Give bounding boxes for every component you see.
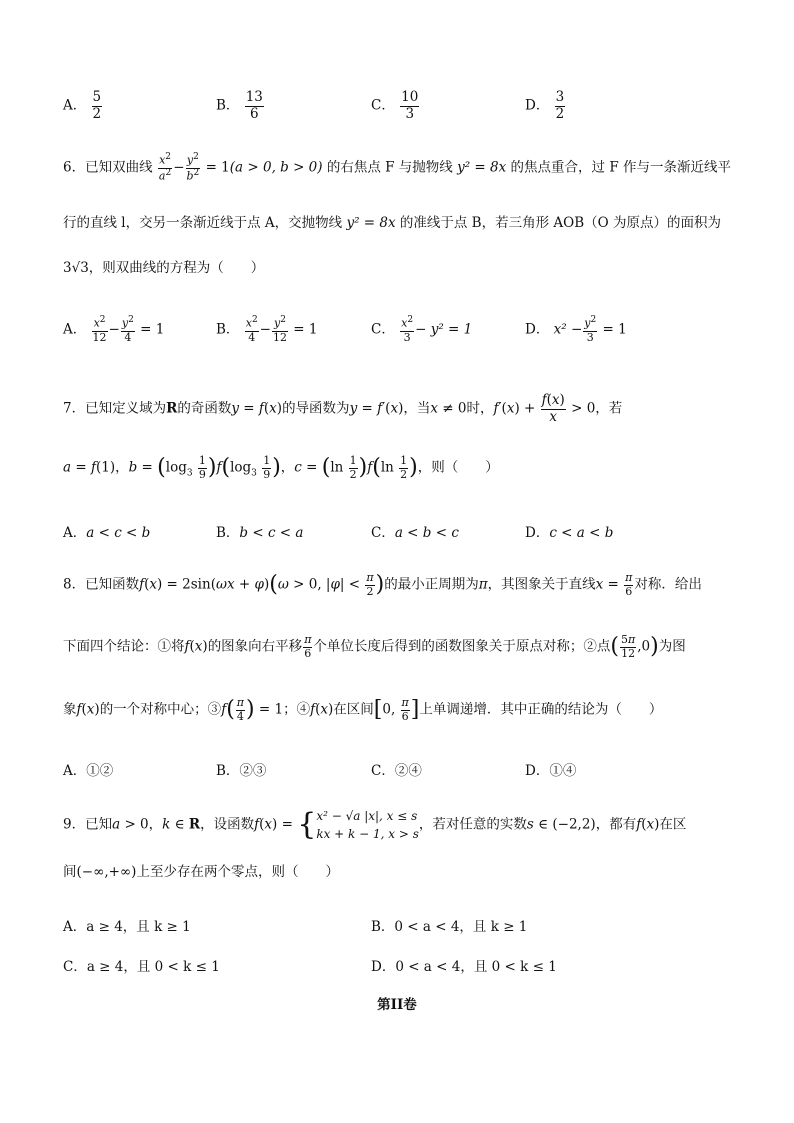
q7-line-1: 7．已知定义域为R的奇函数y = f(x)的导函数为y = f′(x)，当x ≠ 0时，f′(x) + $\frac{f(x)}{x}$ > 0，若 [63, 392, 623, 425]
q7-option-d: D．c < a < b [525, 525, 614, 541]
q8-line-2: 下面四个结论：①将f(x)的图象向右平移 $\frac{\pi}{6}$ 个单位长度后得到的函数图象关于原点对称；②点( $\frac{5\pi}{12}$ ,0)为图 [63, 633, 686, 661]
fraction: $\frac{5}{2}$ [92, 89, 102, 122]
piecewise-cases: x² − √a |x|, x ≤ s kx + k − 1, x > s [316, 809, 419, 841]
section-title: 第II卷 [377, 997, 417, 1013]
q5-option-c: C． $\frac{10}{3}$ [371, 89, 419, 122]
fraction: $\frac{y^2}{b^2}$ [186, 152, 200, 183]
q9-option-a: A．a ≥ 4，且 k ≥ 1 [63, 919, 191, 935]
q9-line-2: 间(−∞,+∞)上至少存在两个零点，则（ ） [63, 864, 339, 880]
fraction: $\frac{x^2}{a^2}$ [158, 152, 172, 183]
q6-line-2: 行的直线 l，交另一条渐近线于点 A，交抛物线 y² = 8x 的准线于点 B，若三角形 AOB（O 为原点）的面积为 [63, 215, 721, 231]
q9-option-b: B．0 < a < 4，且 k ≥ 1 [371, 919, 528, 935]
fraction: $\frac{3}{2}$ [555, 89, 565, 122]
q7-option-c: C．a < b < c [371, 525, 459, 541]
fraction: $\frac{10}{3}$ [401, 89, 419, 122]
q7-option-a: A．a < c < b [63, 525, 151, 541]
q7-line-2: a = f(1)，$b = (\log_3$ $\frac{1}{9}$ )$f(\log_3$ $\frac{1}{9}$ )，c = (ln $\frac{1}{2}$ )f(ln $\frac{1}{2}$ )，则（ ） [63, 454, 499, 482]
fraction: $\frac{13}{6}$ [245, 89, 263, 122]
q8-line-3: 象f(x)的一个对称中心；③f( $\frac{\pi}{4}$ ) = 1；④f(x)在区间[0, $\frac{\pi}{6}$ ]上单调递增．其中正确的结论为（ ） [63, 696, 663, 724]
q5-option-d: D． $\frac{3}{2}$ [525, 89, 565, 122]
q8-option-a: A．①② [63, 763, 114, 779]
q8-option-b: B．②③ [216, 763, 267, 779]
q5-option-b: B． $\frac{13}{6}$ [216, 89, 263, 122]
q8-line-1: 8．已知函数f(x) = 2sin(ωx + φ)(ω > 0, |φ| < $\frac{\pi}{2}$ )的最小正周期为π，其图象关于直线x = $\frac{\pi}{6}$ 对称．给出 [63, 571, 702, 599]
q6-option-b: B． $\frac{x^2}{4}$ − $\frac{y^2}{12}$ = 1 [216, 315, 318, 344]
q6-line-3: 3√3，则双曲线的方程为（ ） [63, 260, 265, 276]
q9-option-d: D．0 < a < 4，且 0 < k ≤ 1 [371, 959, 557, 975]
q8-option-d: D．①④ [525, 763, 577, 779]
q7-option-b: B．b < c < a [216, 525, 304, 541]
q8-option-c: C．②④ [371, 763, 422, 779]
q6-option-c: C． $\frac{x^2}{3}$ − y² = 1 [371, 315, 473, 344]
q9-option-c: C．a ≥ 4，且 0 < k ≤ 1 [63, 959, 220, 975]
q6-option-d: D． x² − $\frac{y^2}{3}$ = 1 [525, 315, 627, 344]
q9-line-1: 9．已知a > 0，k ∈ R，设函数f(x) = {x² − √a |x|, x ≤ s kx + k − 1, x > s，若对任意的实数s ∈ (−2,2)，都有f(x)在区 [63, 807, 687, 842]
q5-option-a: A． $\frac{5}{2}$ [63, 89, 102, 122]
q6-option-a: A． $\frac{x^2}{12}$ − $\frac{y^2}{4}$ = 1 [63, 315, 165, 344]
q6-line-1: 6．已知双曲线 $\frac{x^2}{a^2}$ − $\frac{y^2}{b^2}$ = 1(a > 0, b > 0) 的右焦点 F 与抛物线 y² = 8x 的焦点重合，过 F 作与一条渐近线平 [63, 152, 731, 183]
